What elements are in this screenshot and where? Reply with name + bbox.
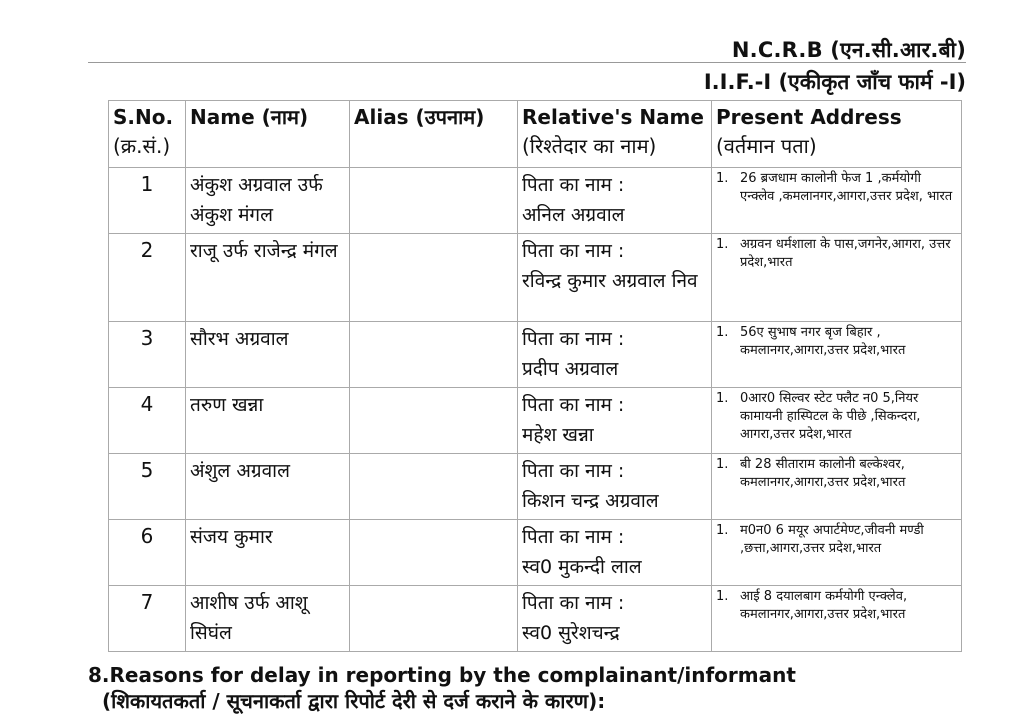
accused-details-table: [108, 100, 962, 652]
table-row: [109, 520, 962, 586]
cell-sno: 7: [109, 586, 186, 652]
cell-address: 1. 56ए सुभाष नगर बृज बिहार , कमलानगर,आगरा,उत्तर प्रदेश,भारत: [712, 322, 962, 388]
cell-name: सौरभ अग्रवाल: [186, 322, 350, 388]
cell-address: 1. 0आर0 सिल्वर स्टेट फ्लैट न0 5,नियर कामायनी हास्पिटल के पीछे ,सिकन्दरा, आगरा,उत्तर प्रदेश,भारत: [712, 388, 962, 454]
table-row: [109, 586, 962, 652]
cell-sno: 4: [109, 388, 186, 454]
cell-sno: 5: [109, 454, 186, 520]
form-agency-title: N.C.R.B (एन.सी.आर.बी): [731, 38, 966, 62]
cell-alias: [350, 322, 518, 388]
cell-name: अंकुश अग्रवाल उर्फ अंकुश मंगल: [186, 168, 350, 234]
cell-name: आशीष उर्फ आशू सिघंल: [186, 586, 350, 652]
table-row: [109, 388, 962, 454]
header-divider: [88, 62, 966, 63]
cell-alias: [350, 234, 518, 322]
cell-sno: 2: [109, 234, 186, 322]
table-row: [109, 322, 962, 388]
cell-address: 1. बी 28 सीताराम कालोनी बल्केश्वर, कमलानगर,आगरा,उत्तर प्रदेश,भारत: [712, 454, 962, 520]
cell-relative: पिता का नाम : स्व0 मुकन्दी लाल: [518, 520, 712, 586]
cell-address: 1. 26 ब्रजधाम कालोनी फेज 1 ,कर्मयोगी एन्क्लेव ,कमलानगर,आगरा,उत्तर प्रदेश, भारत: [712, 168, 962, 234]
table-row: [109, 168, 962, 234]
section-8-heading: [88, 662, 796, 714]
cell-name: राजू उर्फ राजेन्द्र मंगल: [186, 234, 350, 322]
section-8-subtitle: (शिकायतकर्ता / सूचनाकर्ता द्वारा रिपोर्ट देरी से दर्ज कराने के कारण):: [102, 689, 606, 713]
col-header-sno: S.No. (क्र.सं.): [109, 101, 186, 168]
cell-alias: [350, 168, 518, 234]
cell-relative: पिता का नाम : प्रदीप अग्रवाल: [518, 322, 712, 388]
cell-alias: [350, 586, 518, 652]
cell-address: 1. अग्रवन धर्मशाला के पास,जगनेर,आगरा, उत्तर प्रदेश,भारत: [712, 234, 962, 322]
cell-address: 1. आई 8 दयालबाग कर्मयोगी एन्क्लेव, कमलानगर,आगरा,उत्तर प्रदेश,भारत: [712, 586, 962, 652]
cell-relative: पिता का नाम : रविन्द्र कुमार अग्रवाल निव: [518, 234, 712, 322]
col-header-relative: Relative's Name (रिश्तेदार का नाम): [518, 101, 712, 168]
cell-relative: पिता का नाम : अनिल अग्रवाल: [518, 168, 712, 234]
cell-sno: 3: [109, 322, 186, 388]
cell-alias: [350, 454, 518, 520]
section-8-title: 8.Reasons for delay in reporting by the complainant/informant: [88, 663, 796, 687]
col-header-address: Present Address (वर्तमान पता): [712, 101, 962, 168]
cell-alias: [350, 520, 518, 586]
cell-relative: पिता का नाम : स्व0 सुरेशचन्द्र: [518, 586, 712, 652]
cell-name: संजय कुमार: [186, 520, 350, 586]
col-header-name: Name (नाम): [186, 101, 350, 168]
cell-sno: 1: [109, 168, 186, 234]
table-row: [109, 454, 962, 520]
cell-relative: पिता का नाम : महेश खन्ना: [518, 388, 712, 454]
table-row: [109, 234, 962, 322]
cell-name: अंशुल अग्रवाल: [186, 454, 350, 520]
form-name-title: I.I.F.-I (एकीकृत जाँच फार्म -I): [703, 70, 966, 94]
cell-name: तरुण खन्ना: [186, 388, 350, 454]
cell-alias: [350, 388, 518, 454]
col-header-alias: Alias (उपनाम): [350, 101, 518, 168]
table-header-row: [109, 101, 962, 168]
cell-sno: 6: [109, 520, 186, 586]
cell-address: 1. म0न0 6 मयूर अपार्टमेण्ट,जीवनी मण्डी ,छत्ता,आगरा,उत्तर प्रदेश,भारत: [712, 520, 962, 586]
cell-relative: पिता का नाम : किशन चन्द्र अग्रवाल: [518, 454, 712, 520]
